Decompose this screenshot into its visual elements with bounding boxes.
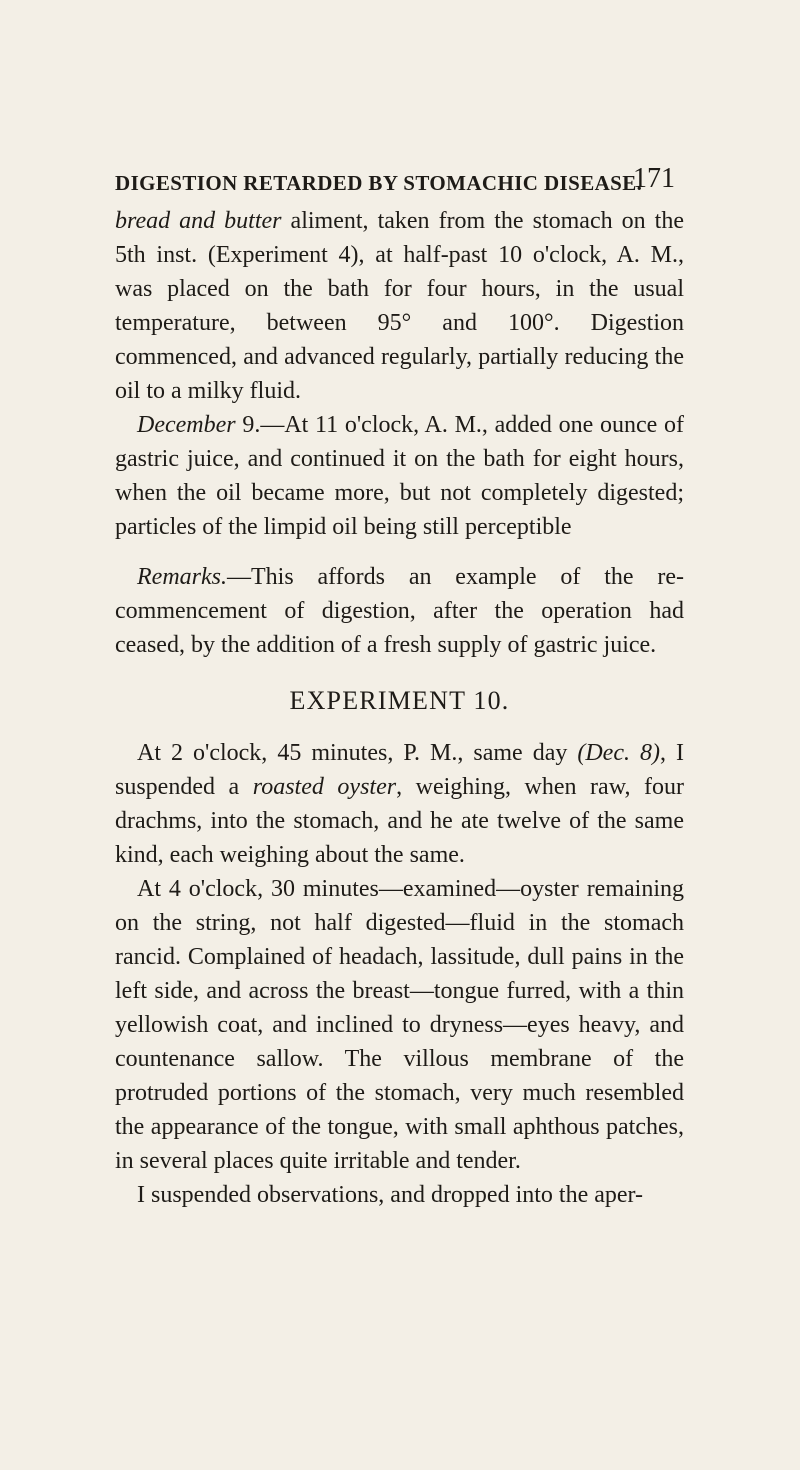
experiment-heading: EXPERIMENT 10. — [289, 686, 510, 715]
paragraph-text: At 2 o'clock, 45 minutes, P. M., same day — [137, 740, 578, 766]
italic-phrase: bread and butter — [115, 208, 282, 234]
paragraph-examined — [115, 872, 684, 1178]
paragraph-text: , I suspended a — [115, 740, 684, 800]
paragraph-text: I suspended observations, and dropped into the aper- — [137, 1182, 644, 1208]
paragraph-bread-and-butter — [115, 204, 684, 408]
paragraph-text: aliment, taken from the stomach on the 5th inst. (Experiment 4), at half-past 10 o'clock, A. M., was placed on the bath for four hours, in the usual temperature, between 95° and 100°. Digestion commenced, and advanced regularly, partially reducing the oil to a milky fluid. — [115, 208, 684, 404]
paragraph-text: At 4 o'clock, 30 minutes—examined—oyster remaining on the string, not half digested—fluid in the stomach rancid. Complained of headach, lassitude, dull pains in the left side, and across the breast—tongue furred, with a thin yellowish coat, and inclined to dryness—eyes heavy, and countenance sallow. The villous membrane of the protruded portions of the stomach, very much resembled the appearance of the tongue, with small aphthous patches, in several places quite irritable and tender. — [115, 876, 684, 1174]
paragraph-suspended — [115, 1178, 684, 1212]
paragraph-remarks — [115, 560, 684, 662]
italic-date: December — [137, 412, 236, 438]
italic-remarks: Remarks. — [137, 564, 227, 590]
paragraph-text: 9.—At 11 o'clock, A. M., added one ounce of gastric juice, and continued it on the bath for eight hours, when the oil became more, but not completely digested; particles of the limpid oil being still perceptible — [115, 412, 684, 540]
paragraph-text: , weighing, when raw, four drachms, into the stomach, and he ate twelve of the same kind, each weighing about the same. — [115, 774, 684, 868]
italic-date: (Dec. 8) — [577, 740, 660, 766]
running-title: DIGESTION RETARDED BY STOMACHIC DISEASE. — [115, 171, 643, 195]
page-number: 171 — [633, 163, 675, 194]
italic-item: roasted oyster — [252, 774, 397, 800]
paragraph-december-9 — [115, 408, 684, 544]
paragraph-experiment-10-intro — [115, 736, 684, 872]
running-header — [115, 163, 675, 196]
paragraph-text: —This affords an example of the re-commencement of digestion, after the operation had ceased, by the addition of a fresh supply of gastric juice. — [115, 564, 684, 658]
page-body — [115, 204, 684, 1212]
